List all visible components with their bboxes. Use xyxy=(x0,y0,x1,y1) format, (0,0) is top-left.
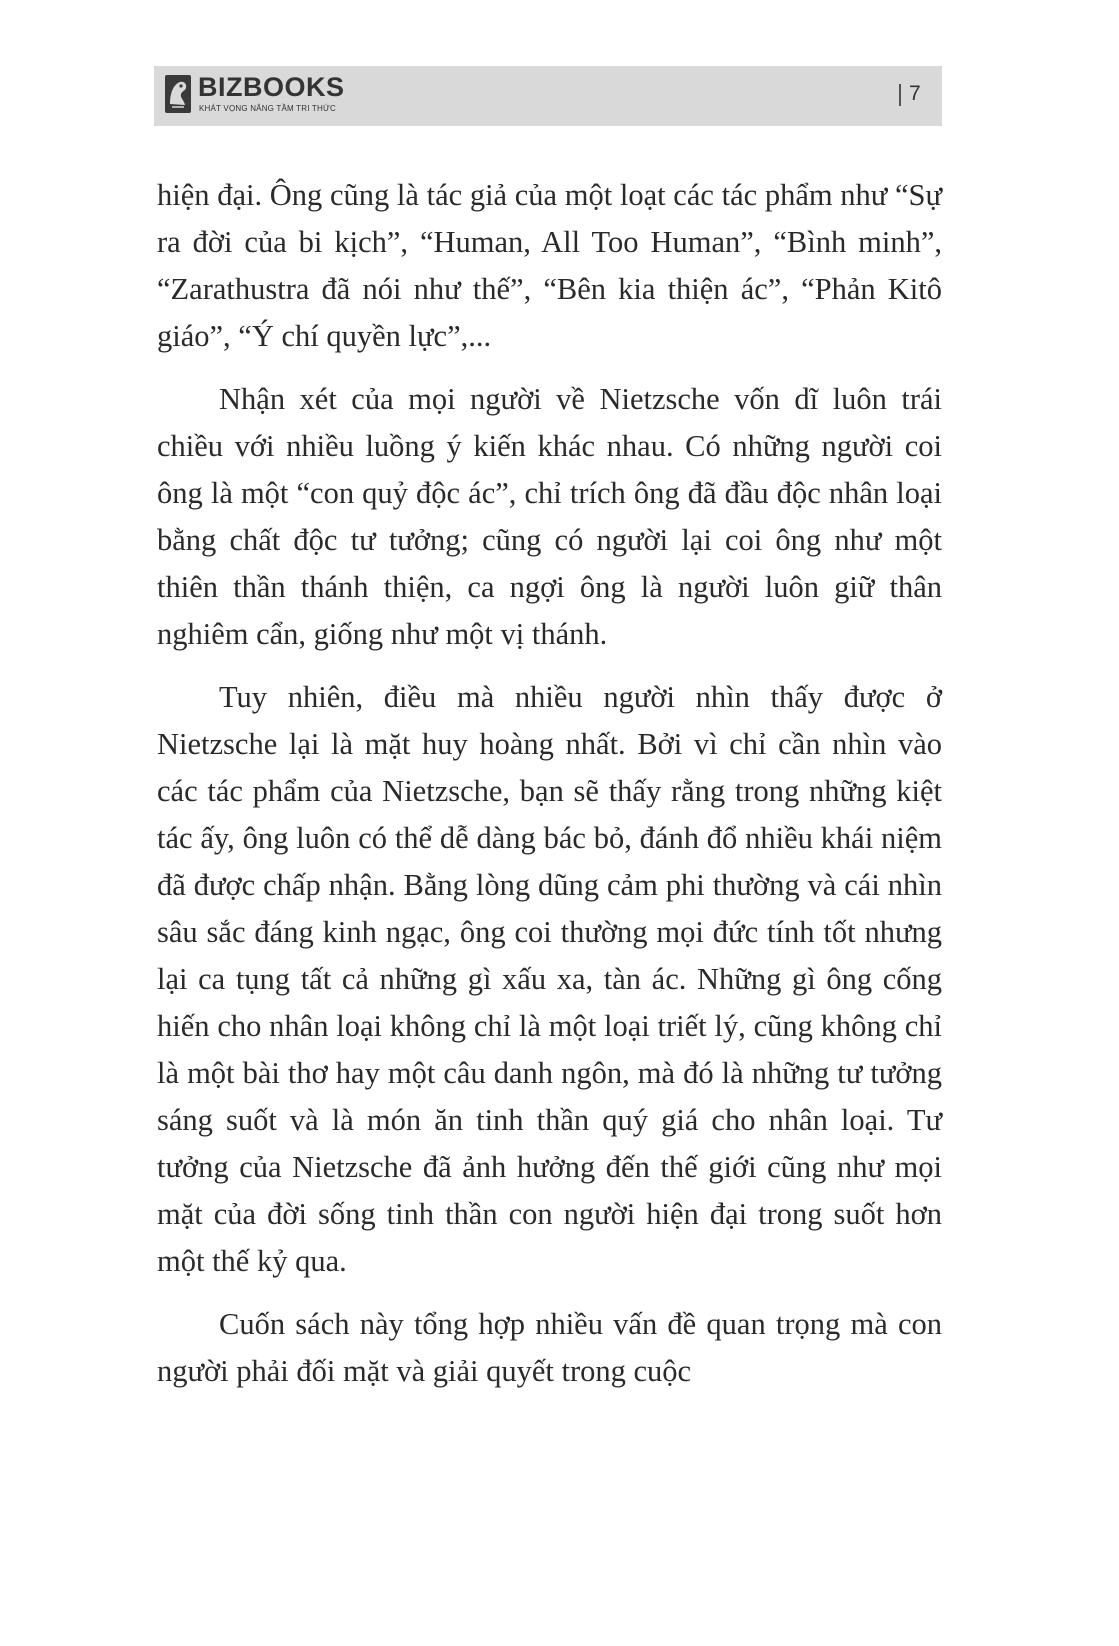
brand-tagline: KHÁT VỌNG NÂNG TẦM TRI THỨC xyxy=(199,104,336,113)
body-text xyxy=(157,172,942,1411)
paragraph-2: Nhận xét của mọi người về Nietzsche vốn dĩ luôn trái chiều với nhiều luồng ý kiến khác nhau. Có những người coi ông là một “con quỷ độc ác”, chỉ trích ông đã đầu độc nhân loại bằng chất độc tư tưởng; cũng có người lại coi ông như một thiên thần thánh thiện, ca ngợi ông là người luôn giữ thân nghiêm cẩn, giống như một vị thánh. xyxy=(157,382,942,651)
paragraph-1: hiện đại. Ông cũng là tác giả của một loạt các tác phẩm như “Sự ra đời của bi kịch”, “Human, All Too Human”, “Bình minh”, “Zarathustra đã nói như thế”, “Bên kia thiện ác”, “Phản Kitô giáo”, “Ý chí quyền lực”,... xyxy=(157,178,942,353)
bizbooks-logo-icon xyxy=(164,74,192,114)
page-number-divider xyxy=(899,84,901,106)
paragraph-3: Tuy nhiên, điều mà nhiều người nhìn thấy được ở Nietzsche lại là mặt huy hoàng nhất. Bởi vì chỉ cần nhìn vào các tác phẩm của Nietzsche, bạn sẽ thấy rằng trong những kiệt tác ấy, ông luôn có thể dễ dàng bác bỏ, đánh đổ nhiều khái niệm đã được chấp nhận. Bằng lòng dũng cảm phi thường và cái nhìn sâu sắc đáng kinh ngạc, ông coi thường mọi đức tính tốt nhưng lại ca tụng tất cả những gì xấu xa, tàn ác. Những gì ông cống hiến cho nhân loại không chỉ là một loại triết lý, cũng không chỉ là một bài thơ hay một câu danh ngôn, mà đó là những tư tưởng sáng suốt và là món ăn tinh thần quý giá cho nhân loại. Tư tưởng của Nietzsche đã ảnh hưởng đến thế giới cũng như mọi mặt của đời sống tinh thần con người hiện đại trong suốt hơn một thế kỷ qua. xyxy=(157,680,942,1278)
running-header xyxy=(154,66,942,126)
brand-name: BIZBOOKS xyxy=(198,72,345,102)
paragraph-4: Cuốn sách này tổng hợp nhiều vấn đề quan trọng mà con người phải đối mặt và giải quyết trong cuộc xyxy=(157,1307,942,1388)
page-number: 7 xyxy=(909,82,921,105)
